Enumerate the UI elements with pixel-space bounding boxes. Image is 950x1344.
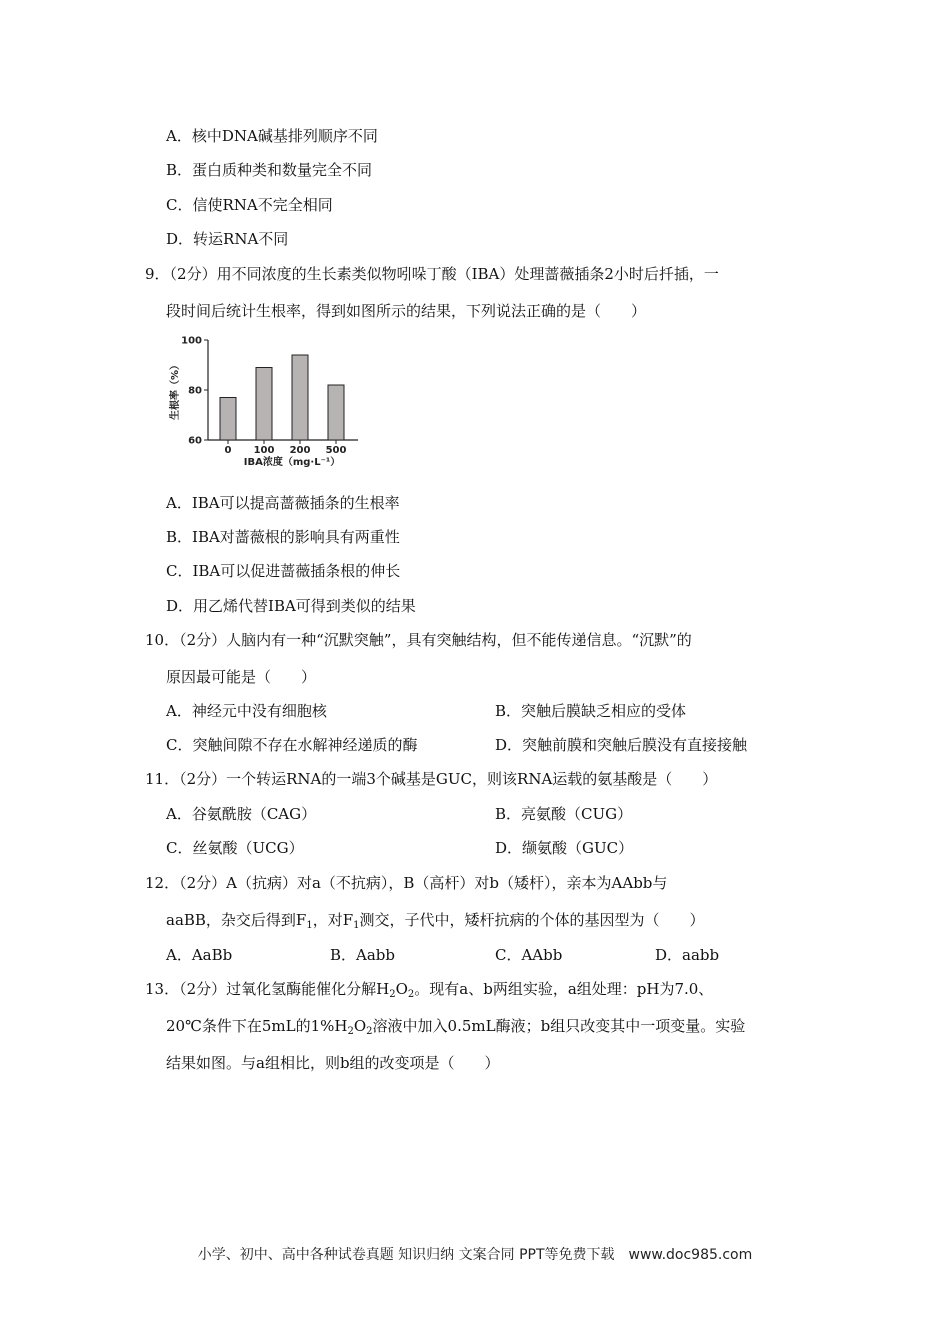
q9-option-b: B．IBA对蔷薇根的影响具有两重性	[166, 528, 400, 546]
bar-500	[328, 385, 344, 440]
q12-option-d: D．aabb	[655, 946, 720, 964]
q10-stem-line1: 10．（2分）人脑内有一种“沉默突触”，具有突触结构，但不能传递信息。“沉默”的	[145, 631, 692, 649]
q13-stem-line1: 13．（2分）过氧化氢酶能催化分解$H_2O_2$。现有a、b两组实验，a组处理：pH为7.0、	[145, 980, 714, 1000]
q11-option-d: D．缬氨酸（GUC）	[495, 839, 634, 857]
q11-option-b: B．亮氨酸（CUG）	[495, 805, 633, 823]
q12-option-a: A．AaBb	[166, 946, 233, 964]
q8-option-b: B．蛋白质种类和数量完全不同	[166, 161, 373, 179]
q9-stem-line2: 段时间后统计生根率，得到如图所示的结果，下列说法正确的是（ ）	[166, 302, 647, 320]
q9-option-a: A．IBA可以提高蔷薇插条的生根率	[166, 494, 400, 512]
q10-option-b: B．突触后膜缺乏相应的受体	[495, 702, 687, 720]
y-axis-label: 生根率（%）	[170, 359, 181, 421]
bar-100	[256, 368, 272, 441]
x-tick-label: 500	[325, 445, 347, 456]
q8-option-a: A．核中DNA碱基排列顺序不同	[166, 127, 378, 145]
q10-option-c: C．突触间隙不存在水解神经递质的酶	[166, 736, 418, 754]
q10-option-a: A．神经元中没有细胞核	[166, 702, 327, 720]
q12-option-c: C．AAbb	[495, 946, 563, 964]
y-tick-label: 80	[188, 385, 202, 397]
q13-stem-line3: 结果如图。与a组相比，则b组的改变项是（ ）	[166, 1054, 500, 1072]
y-tick-label: 100	[181, 335, 202, 347]
y-tick-label: 60	[188, 435, 202, 447]
x-tick-label: 0	[224, 445, 232, 456]
q10-stem-line2: 原因最可能是（ ）	[166, 668, 317, 686]
q9-stem-line1: 9．（2分）用不同浓度的生长素类似物吲哚丁酸（IBA）处理蔷薇插条2小时后扦插，一	[145, 265, 719, 283]
x-tick-label: 100	[253, 445, 275, 456]
q12-option-b: B．Aabb	[330, 946, 396, 964]
x-tick-label: 200	[289, 445, 311, 456]
q8-option-c: C．信使RNA不完全相同	[166, 196, 333, 214]
footer-text: 小学、初中、高中各种试卷真题 知识归纳 文案合同 PPT等免费下载 www.doc985.com	[197, 1247, 753, 1263]
bar-chart	[150, 330, 380, 480]
bar-200	[292, 355, 308, 440]
q11-option-c: C．丝氨酸（UCG）	[166, 839, 304, 857]
q12-stem-line2: aaBB，杂交后得到$F_1$，对$F_1$测交，子代中，矮杆抗病的个体的基因型为（ ）	[166, 911, 705, 931]
bar-0	[220, 398, 236, 441]
q9-option-d: D．用乙烯代替IBA可得到类似的结果	[166, 597, 416, 615]
q11-option-a: A．谷氨酰胺（CAG）	[166, 805, 317, 823]
x-axis-label: IBA浓度（mg·L⁻¹）	[243, 457, 341, 468]
q12-stem-line1: 12．（2分）A（抗病）对a（不抗病），B（高杆）对b（矮杆），亲本为AAbb与	[145, 874, 668, 892]
q13-stem-line2: 20℃条件下在5mL的$1\%H_2O_2$溶液中加入0.5mL酶液；b组只改变其中一项变量。实验	[166, 1017, 746, 1037]
q8-option-d: D．转运RNA不同	[166, 230, 289, 248]
q10-option-d: D．突触前膜和突触后膜没有直接接触	[495, 736, 748, 754]
q11-stem: 11．（2分）一个转运RNA的一端3个碱基是GUC，则该RNA运载的氨基酸是（ ）	[145, 770, 718, 788]
q9-option-c: C．IBA可以促进蔷薇插条根的伸长	[166, 562, 401, 580]
